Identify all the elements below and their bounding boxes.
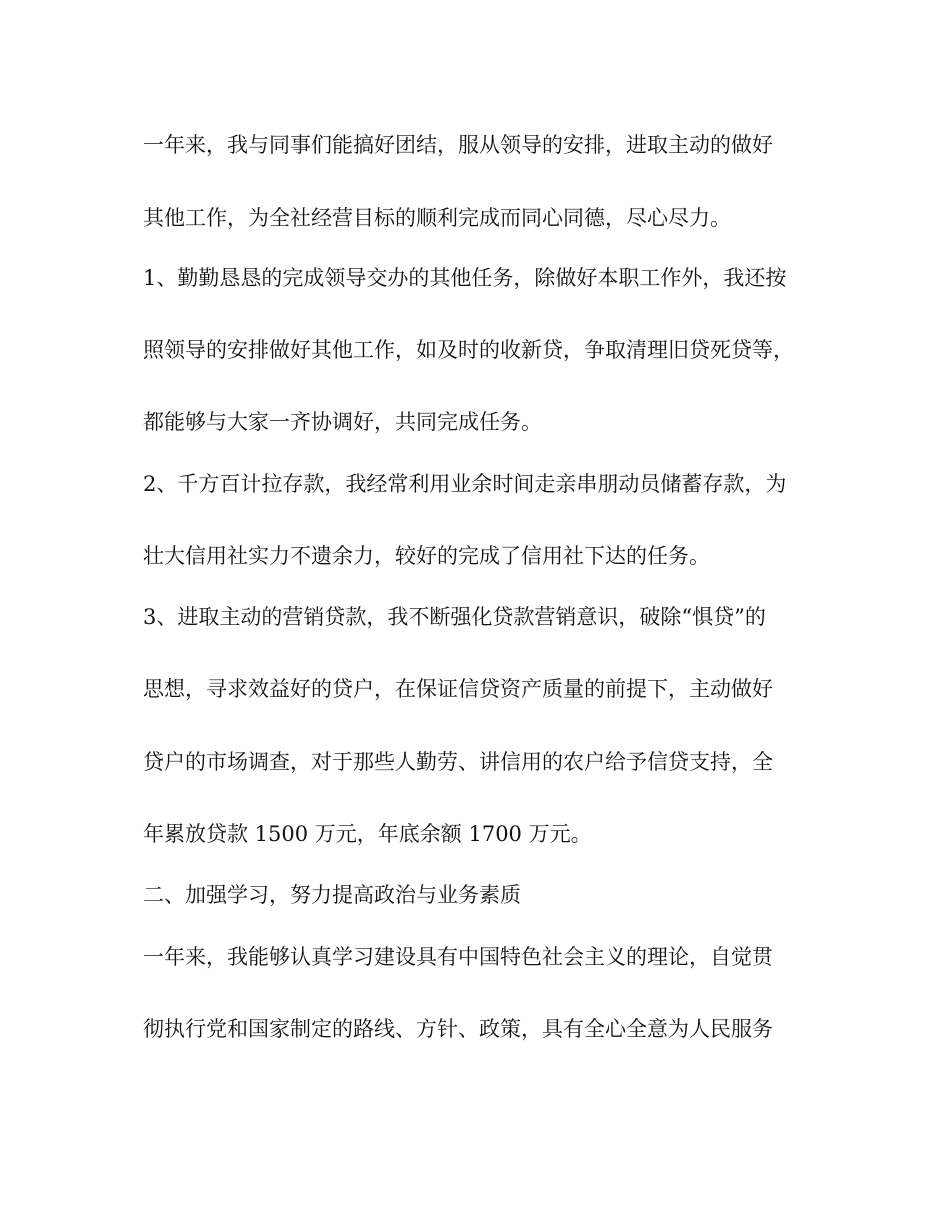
text-line-13: 一年来，我能够认真学习建设具有中国特色社会主义的理论，自觉贯 [143, 945, 773, 969]
text-line-2: 其他工作，为全社经营目标的顺利完成而同心同德，尽心尽力。 [143, 206, 731, 230]
text-line-9: 思想，寻求效益好的贷户，在保证信贷资产质量的前提下，主动做好 [143, 677, 773, 701]
text-line-10: 贷户的市场调查，对于那些人勤劳、讲信用的农户给予信贷支持，全 [143, 750, 773, 774]
text-line-5: 都能够与大家一齐协调好，共同完成任务。 [143, 410, 542, 434]
text-line-4: 照领导的安排做好其他工作，如及时的收新贷，争取清理旧贷死贷等， [143, 338, 794, 362]
text-line-1: 一年来，我与同事们能搞好团结，服从领导的安排，进取主动的做好 [143, 133, 773, 157]
text-line-14: 彻执行党和国家制定的路线、方针、政策，具有全心全意为人民服务 [143, 1017, 773, 1041]
text-line-3: 1、勤勤恳恳的完成领导交办的其他任务，除做好本职工作外，我还按 [143, 266, 787, 290]
text-line-6: 2、千方百计拉存款，我经常利用业余时间走亲串朋动员储蓄存款，为 [143, 472, 787, 496]
text-line-11: 年累放贷款 1500 万元，年底余额 1700 万元。 [143, 822, 592, 846]
text-line-8: 3、进取主动的营销贷款，我不断强化贷款营销意识，破除“惧贷”的 [143, 605, 766, 629]
text-line-7: 壮大信用社实力不遗余力，较好的完成了信用社下达的任务。 [143, 544, 710, 568]
section-heading: 二、加强学习，努力提高政治与业务素质 [143, 883, 521, 907]
